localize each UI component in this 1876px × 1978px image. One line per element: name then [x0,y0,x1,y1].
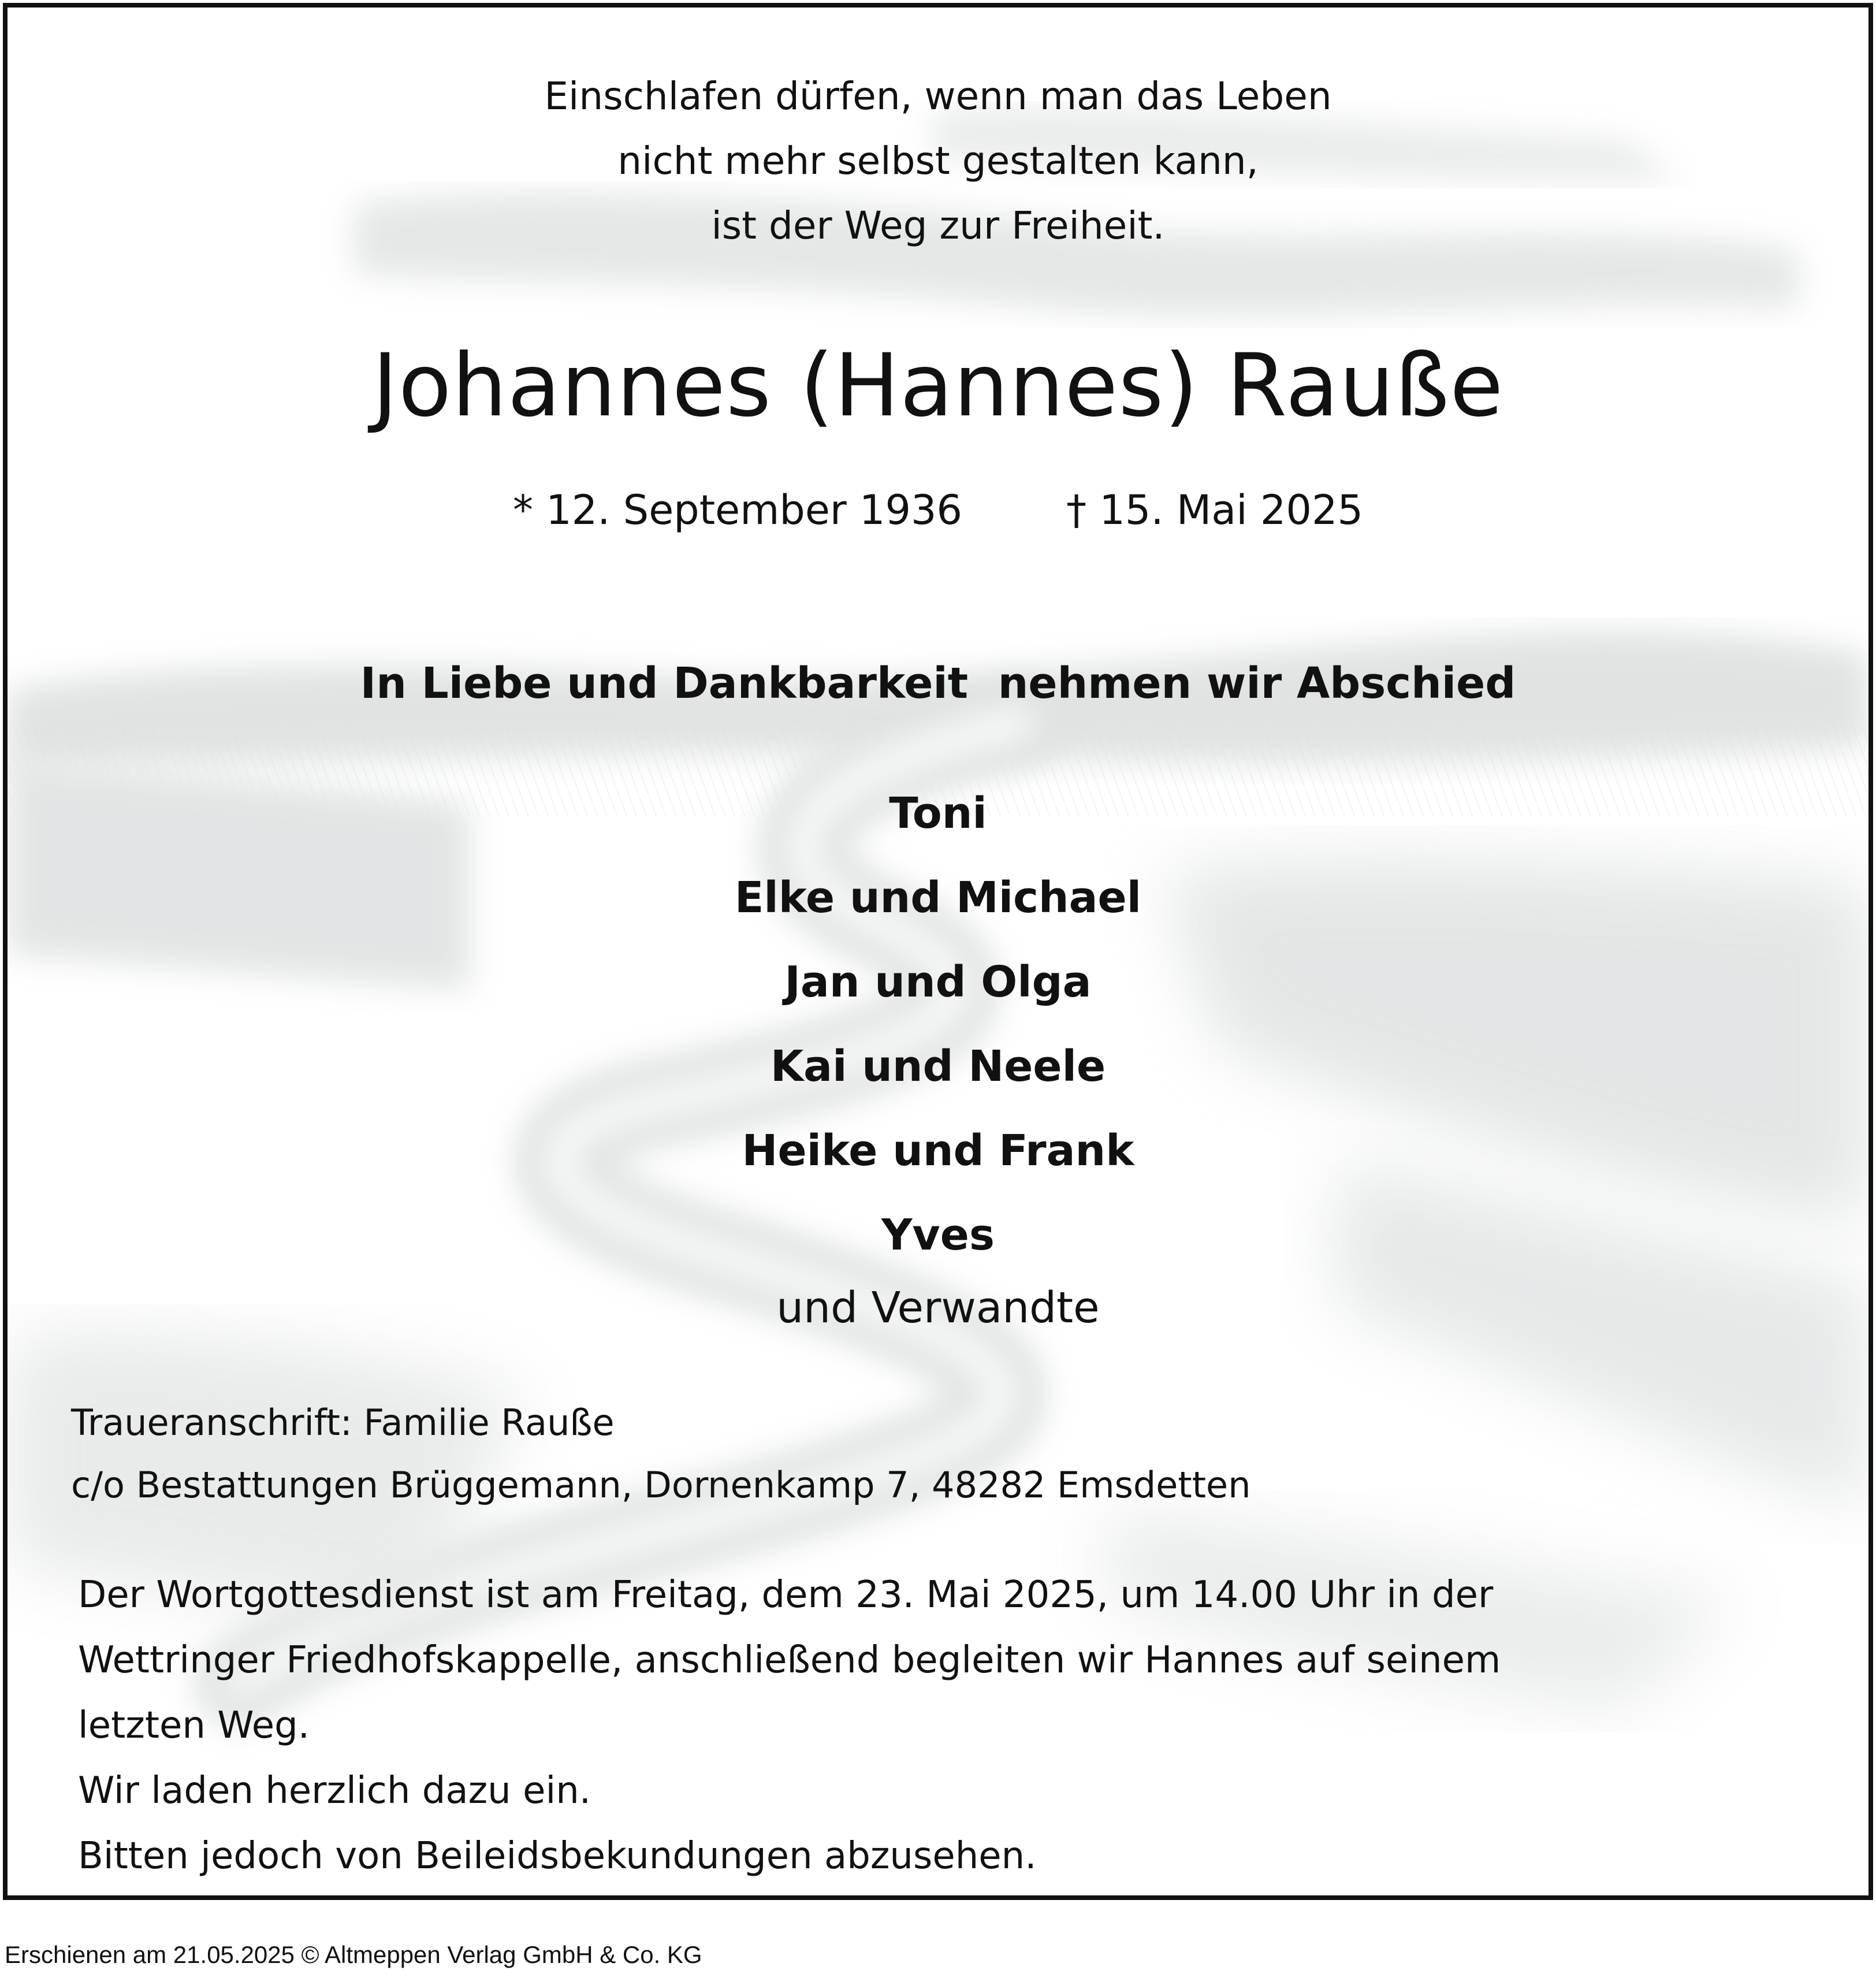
mourner-name: Elke und Michael [734,873,1142,923]
deceased-name: Johannes (Hannes) Rauße [372,336,1504,436]
mourner-name: Jan und Olga [784,957,1092,1007]
mourner-name: Kai und Neele [770,1042,1106,1091]
address-line: c/o Bestattungen Brüggemann, Dornenkamp 7, 48282 Emsdetten [71,1464,1251,1506]
relatives-line: und Verwandte [776,1283,1100,1333]
obituary-notice [3,3,1873,1900]
birth-date: * 12. September 1936 [512,486,963,534]
mourner-name: Heike und Frank [742,1126,1134,1176]
service-line: Bitten jedoch von Beileidsbekundungen abzusehen. [78,1835,1037,1877]
service-line: letzten Weg. [78,1704,310,1747]
poem-line: nicht mehr selbst gestalten kann, [617,139,1259,183]
farewell-heading: In Liebe und Dankbarkeit nehmen wir Abschied [360,659,1516,708]
address-line: Traueranschrift: Familie Rauße [71,1401,615,1444]
mourner-name: Toni [889,789,987,838]
death-date: † 15. Mai 2025 [1066,486,1364,534]
service-line: Der Wortgottesdienst ist am Freitag, dem 23. Mai 2025, um 14.00 Uhr in der [78,1574,1494,1616]
poem-line: Einschlafen dürfen, wenn man das Leben [544,74,1332,118]
service-information [78,1563,1845,1889]
service-line: Wettringer Friedhofskappelle, anschließend begleiten wir Hannes auf seinem [78,1639,1501,1682]
service-line: Wir laden herzlich dazu ein. [78,1769,591,1812]
poem-line: ist der Weg zur Freiheit. [711,203,1165,248]
life-dates [8,481,1868,539]
poem-verse [8,64,1868,258]
mourning-address [71,1392,1251,1516]
publication-footer: Erschienen am 21.05.2025 © Altmeppen Verlag GmbH & Co. KG [5,1941,702,1968]
notice-content [8,8,1868,1895]
mourners-list [8,771,1868,1277]
mourner-name: Yves [881,1210,995,1260]
